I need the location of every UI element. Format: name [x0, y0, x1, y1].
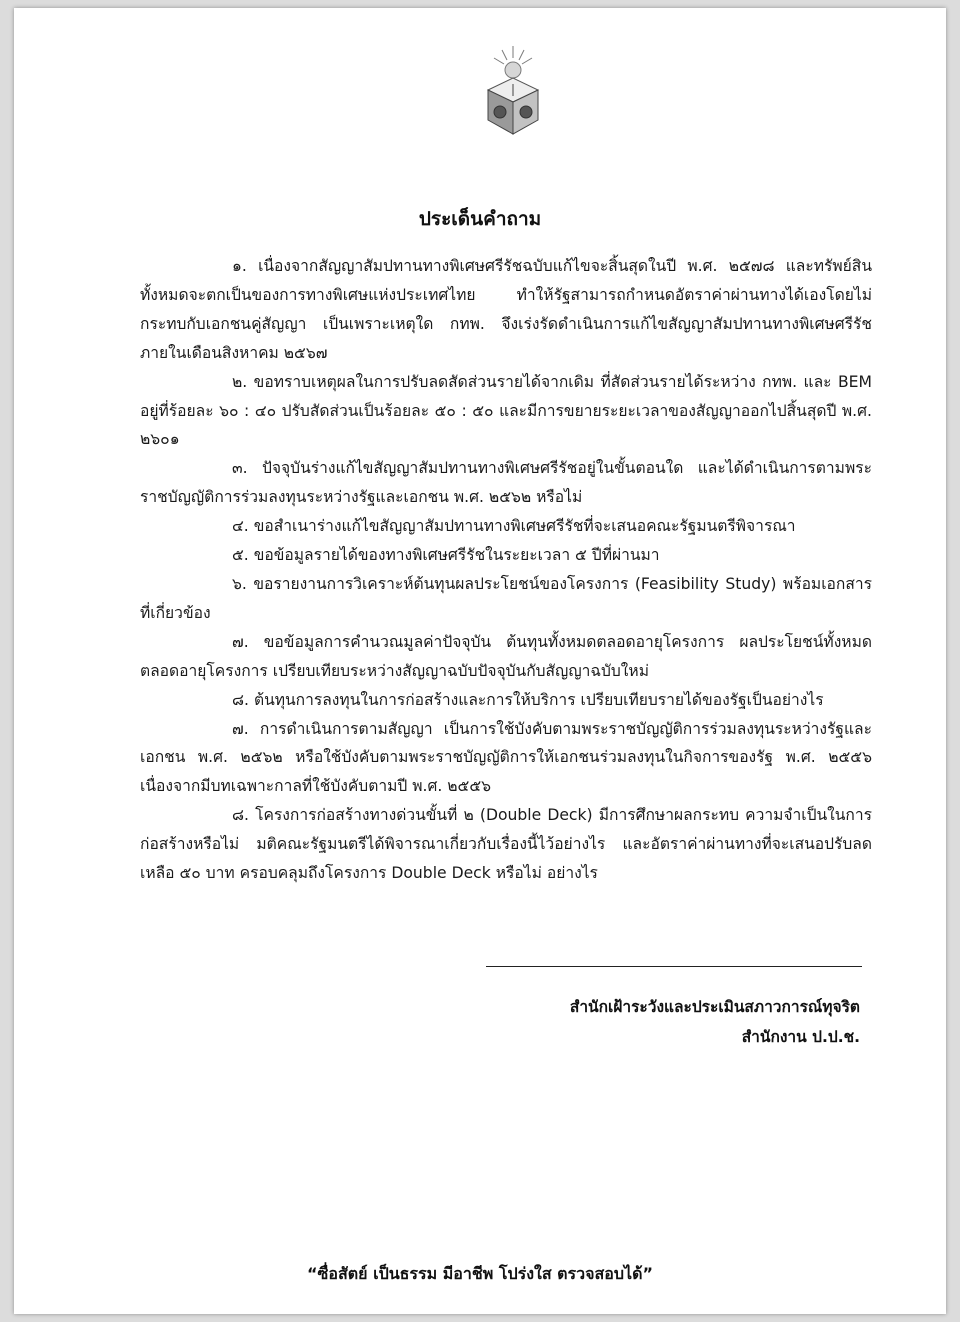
- footer-motto: “ซื่อสัตย์ เป็นธรรม มีอาชีพ โปร่งใส ตรวจสอบได้”: [307, 1264, 653, 1283]
- question-5: ๕. ขอข้อมูลรายได้ของทางพิเศษศรีรัชในระยะเวลา ๕ ปีที่ผ่านมา: [232, 546, 660, 565]
- agency-emblem-icon: [482, 44, 544, 140]
- question-1: ๑. เนื่องจากสัญญาสัมปทานทางพิเศษศรีรัชฉบับแก้ไขจะสิ้นสุดในปี พ.ศ. ๒๕๗๘ และทรัพย์สินทั้งหมดจะตกเป็นของการทางพิเศษแห่งประเทศไทย ทำให้รัฐสามารถกำหนดอัตราค่าผ่านทางได้เองโดยไม่กระทบกับเอกชนคู่สัญญา เป็นเพราะเหตุใด กทพ. จึงเร่งรัดดำเนินการแก้ไขสัญญาสัมปทานทางพิเศษศรีรัช ภายในเดือนสิงหาคม ๒๕๖๗: [140, 257, 872, 362]
- page-heading: ประเด็นคำถาม: [418, 208, 542, 230]
- question-8: ๘. ต้นทุนการลงทุนในการก่อสร้างและการให้บริการ เปรียบเทียบรายได้ของรัฐเป็นอย่างไร: [232, 690, 824, 709]
- question-4: ๔. ขอสำเนาร่างแก้ไขสัญญาสัมปทานทางพิเศษศรีรัชที่จะเสนอคณะรัฐมนตรีพิจารณา: [232, 517, 796, 536]
- signature-office: สำนักงาน ป.ป.ช.: [741, 1028, 860, 1046]
- question-3: ๓. ปัจจุบันร่างแก้ไขสัญญาสัมปทานทางพิเศษศรีรัชอยู่ในขั้นตอนใด และได้ดำเนินการตามพระราชบัญญัติการร่วมลงทุนระหว่างรัฐและเอกชน พ.ศ. ๒๕๖๒ หรือไม่: [140, 459, 872, 507]
- question-9: ๗. การดำเนินการตามสัญญา เป็นการใช้บังคับตามพระราชบัญญัติการร่วมลงทุนระหว่างรัฐและเอกชน พ.ศ. ๒๕๖๒ หรือใช้บังคับตามพระราชบัญญัติการให้เอกชนร่วมลงทุนในกิจการของรัฐ พ.ศ. ๒๕๕๖ เนื่องจากมีบทเฉพาะกาลที่ใช้บังคับตามปี พ.ศ. ๒๕๕๖: [140, 719, 872, 796]
- question-list: [140, 252, 872, 888]
- question-10: ๘. โครงการก่อสร้างทางด่วนขั้นที่ ๒ (Double Deck) มีการศึกษาผลกระทบ ความจำเป็นในการก่อสร้างหรือไม่ มติคณะรัฐมนตรีได้พิจารณาเกี่ยวกับเรื่องนี้ไว้อย่างไร และอัตราค่าผ่านทางที่จะเสนอปรับลดเหลือ ๕๐ บาท ครอบคลุมถึงโครงการ Double Deck หรือไม่ อย่างไร: [140, 806, 872, 883]
- signature-department: สำนักเฝ้าระวังและประเมินสภาวการณ์ทุจริต: [569, 998, 860, 1016]
- question-2: ๒. ขอทราบเหตุผลในการปรับลดสัดส่วนรายได้จากเดิม ที่สัดส่วนรายได้ระหว่าง กทพ. และ BEM อยู่ที่ร้อยละ ๖๐ : ๔๐ ปรับสัดส่วนเป็นร้อยละ ๕๐ : ๕๐ และมีการขยายระยะเวลาของสัญญาออกไปสิ้นสุดปี พ.ศ. ๒๖๐๑: [140, 372, 872, 449]
- signature-divider: [486, 966, 862, 967]
- document-page: [14, 8, 946, 1314]
- question-7: ๗. ขอข้อมูลการคำนวณมูลค่าปัจจุบัน ต้นทุนทั้งหมดตลอดอายุโครงการ ผลประโยชน์ทั้งหมดตลอดอายุโครงการ เปรียบเทียบระหว่างสัญญาฉบับปัจจุบันกับสัญญาฉบับใหม่: [140, 632, 872, 680]
- question-6: ๖. ขอรายงานการวิเคราะห์ต้นทุนผลประโยชน์ของโครงการ (Feasibility Study) พร้อมเอกสารที่เกี่ยวข้อง: [140, 574, 872, 622]
